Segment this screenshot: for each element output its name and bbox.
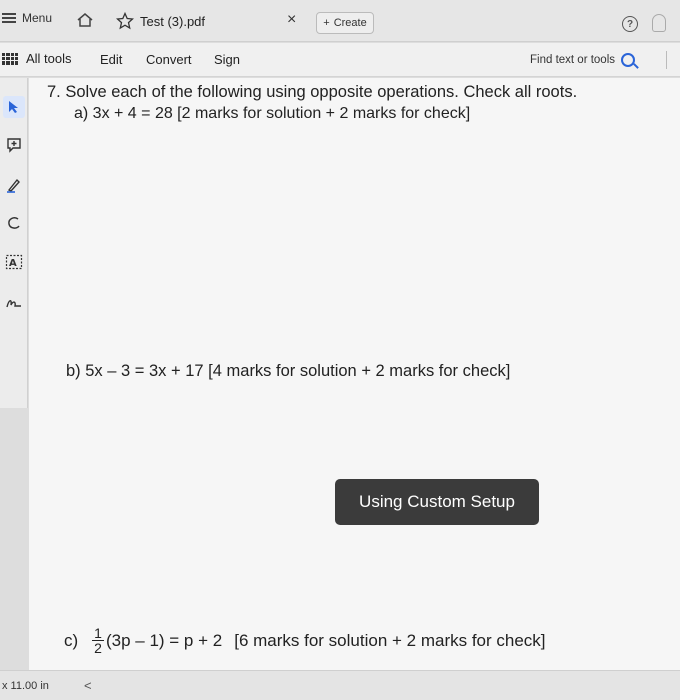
- svg-text:A: A: [9, 258, 17, 269]
- all-tools-label: All tools: [26, 51, 72, 66]
- star-icon[interactable]: [116, 12, 134, 30]
- sign-icon[interactable]: [3, 292, 25, 314]
- toast-notification: Using Custom Setup: [335, 479, 539, 525]
- tab-bar: [0, 0, 680, 42]
- home-icon[interactable]: [76, 11, 94, 29]
- notification-icon[interactable]: [652, 14, 666, 32]
- comment-icon[interactable]: [3, 134, 25, 156]
- create-button[interactable]: [316, 12, 374, 34]
- tab-title: Test (3).pdf: [140, 13, 206, 29]
- find-label: Find text or tools: [530, 54, 616, 66]
- fraction-numerator: 1: [94, 625, 102, 641]
- toolbar: [0, 43, 680, 77]
- question-b: b) 5x – 3 = 3x + 17 [4 marks for solution + 2 marks for check]: [66, 362, 511, 380]
- pdf-page: [29, 78, 680, 670]
- page-size-label: x 11.00 in: [2, 680, 49, 692]
- all-tools-button[interactable]: [2, 51, 72, 66]
- plus-icon: +: [323, 17, 330, 29]
- question-a: a) 3x + 4 = 28 [2 marks for solution + 2 marks for check]: [74, 105, 471, 122]
- close-tab-icon[interactable]: ×: [287, 11, 297, 28]
- question-c-marks: [6 marks for solution + 2 marks for check]: [234, 630, 546, 650]
- toolbar-divider: [666, 51, 667, 69]
- hamburger-icon: [2, 13, 16, 23]
- select-cursor-icon[interactable]: [3, 96, 25, 118]
- edit-menu[interactable]: Edit: [100, 52, 123, 67]
- question-7-title: 7. Solve each of the following using opposite operations. Check all roots.: [47, 83, 578, 101]
- tool-rail: [0, 78, 28, 408]
- status-bar: [0, 670, 680, 700]
- help-icon[interactable]: ?: [622, 16, 638, 32]
- fraction-denominator: 2: [94, 640, 102, 656]
- find-text-or-tools[interactable]: [530, 53, 635, 67]
- sign-menu[interactable]: Sign: [214, 52, 241, 67]
- menu-label: Menu: [22, 11, 53, 25]
- convert-menu[interactable]: Convert: [146, 52, 192, 67]
- search-icon: [621, 53, 635, 67]
- highlight-pen-icon[interactable]: [3, 174, 25, 196]
- draw-icon[interactable]: [3, 212, 25, 234]
- question-c-label: c): [64, 630, 79, 650]
- question-c: [64, 626, 546, 655]
- collapse-chevron-icon[interactable]: <: [84, 678, 92, 693]
- menu-button[interactable]: [2, 11, 52, 25]
- grid-icon: [2, 53, 18, 65]
- create-label: Create: [333, 17, 367, 29]
- document-tab[interactable]: [116, 8, 312, 34]
- question-c-expression: (3p – 1) = p + 2: [105, 630, 223, 650]
- fraction-one-half: [92, 626, 104, 655]
- text-ai-icon[interactable]: [3, 251, 25, 273]
